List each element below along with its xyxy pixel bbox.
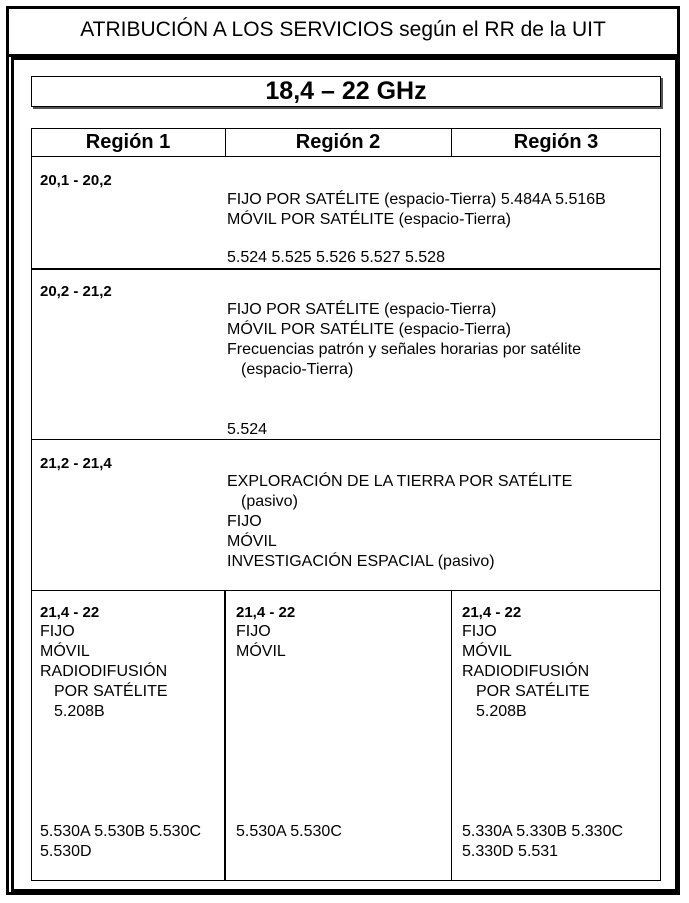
- row-divider: [31, 439, 661, 440]
- band-range-label: 21,2 - 21,4: [40, 455, 112, 472]
- column-divider: [451, 590, 452, 881]
- row-divider: [31, 590, 661, 591]
- footnote-line: 5.330A 5.330B 5.330C: [462, 823, 624, 840]
- service-list: [236, 622, 286, 662]
- service-item: FIJO: [227, 513, 262, 530]
- footnote-refs: 5.524 5.525 5.526 5.527 5.528: [227, 249, 445, 266]
- service-item: MÓVIL: [236, 643, 286, 660]
- service-item: (pasivo): [241, 493, 298, 510]
- row-divider: [31, 268, 661, 270]
- band-range-label: 21,4 - 22: [462, 604, 522, 621]
- footnote-refs: [236, 822, 342, 842]
- service-item: FIJO: [236, 623, 271, 640]
- service-item: MÓVIL POR SATÉLITE (espacio-Tierra): [227, 321, 511, 338]
- service-item: FIJO: [40, 623, 75, 640]
- band-range-label: 20,2 - 21,2: [40, 283, 112, 300]
- service-list: [227, 472, 572, 572]
- service-item: MÓVIL: [40, 643, 90, 660]
- service-item: 5.208B: [54, 703, 105, 720]
- region-3-header: Región 3: [513, 130, 599, 153]
- service-list: [40, 622, 168, 722]
- region-1-header: Región 1: [85, 130, 171, 153]
- footnote-line: 5.330D 5.531: [462, 843, 559, 860]
- service-item: POR SATÉLITE: [54, 683, 168, 700]
- service-list: [462, 622, 590, 722]
- column-divider: [224, 590, 226, 881]
- service-item: FIJO POR SATÉLITE (espacio-Tierra) 5.484A 5.516B: [227, 191, 606, 208]
- service-item: Frecuencias patrón y señales horarias por satélite: [227, 341, 581, 358]
- service-item: FIJO: [462, 623, 497, 640]
- service-item: MÓVIL POR SATÉLITE (espacio-Tierra): [227, 211, 511, 228]
- header-divider: [31, 156, 661, 157]
- page-title: ATRIBUCIÓN A LOS SERVICIOS según el RR de la UIT: [6, 6, 680, 57]
- service-item: RADIODIFUSIÓN: [40, 663, 168, 680]
- service-item: EXPLORACIÓN DE LA TIERRA POR SATÉLITE: [227, 473, 573, 490]
- band-range-label: 21,4 - 22: [236, 604, 296, 621]
- footnote-refs: [462, 822, 623, 862]
- band-range-label: 21,4 - 22: [40, 604, 100, 621]
- band-range-label: 20,1 - 20,2: [40, 172, 112, 189]
- footnote-line: 5.530A 5.530B 5.530C: [40, 823, 202, 840]
- service-list: [227, 190, 606, 230]
- footnote-line: 5.530D: [40, 843, 92, 860]
- service-item: MÓVIL: [227, 533, 277, 550]
- service-item: MÓVIL: [462, 643, 512, 660]
- service-item: 5.208B: [476, 703, 527, 720]
- footnote-refs: 5.524: [227, 421, 268, 438]
- footnote-line: 5.530A 5.530C: [236, 823, 342, 840]
- frequency-band-title: 18,4 – 22 GHz: [31, 76, 661, 107]
- service-list: [227, 300, 581, 380]
- footnote-refs: [40, 822, 201, 862]
- region-2-header: Región 2: [295, 130, 381, 153]
- service-item: INVESTIGACIÓN ESPACIAL (pasivo): [227, 553, 495, 570]
- service-item: RADIODIFUSIÓN: [462, 663, 590, 680]
- service-item: POR SATÉLITE: [476, 683, 590, 700]
- service-item: FIJO POR SATÉLITE (espacio-Tierra): [227, 301, 497, 318]
- service-item: (espacio-Tierra): [241, 361, 354, 378]
